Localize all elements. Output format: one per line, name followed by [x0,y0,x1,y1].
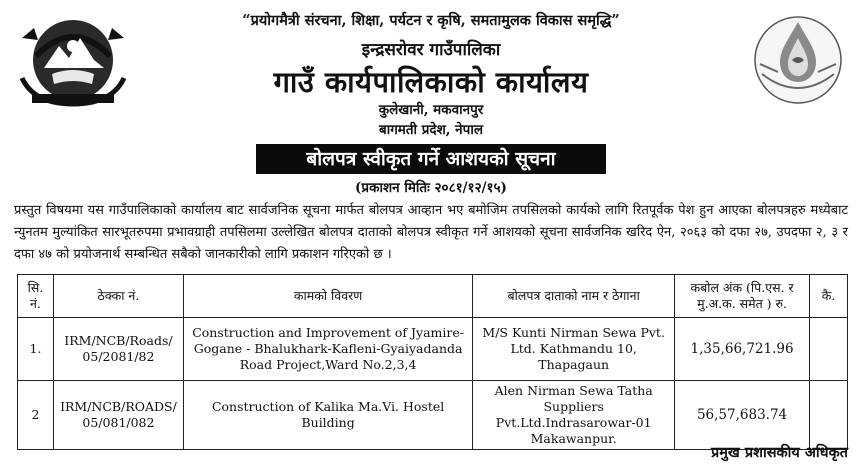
address-line-2: बागमती प्रदेश, नेपाल [378,122,483,138]
cell-work-description: Construction of Kalika Ma.Vi. Hostel Building [183,381,472,450]
cell-amount: 1,35,66,721.96 [675,318,810,381]
cell-bidder: Alen Nirman Sewa Tatha Suppliers Pvt.Ltd.Indrasarowar-01 Makawanpur. [473,381,675,450]
cell-work-description: Construction and Improvement of Jyamire-Gogane - Bhalukhark-Kafleni-Gyaiyadanda Road Project,Ward No.2,3,4 [183,318,472,381]
table-header-row [18,275,848,318]
cell-contract-no: IRM/NCB/ROADS/ 05/081/082 [53,381,183,450]
cell-contract-no: IRM/NCB/Roads/ 05/2081/82 [53,318,183,381]
header-remarks: कै. [810,275,848,318]
header-amount: कबोल अंक (पि.एस. र मु.अ.क. समेत ) रु. [675,275,810,318]
signoff: प्रमुख प्रशासकीय अधिकृत [711,444,848,461]
cell-remarks [810,318,848,381]
header-bidder: बोलपत्र दाताको नाम र ठेगाना [473,275,675,318]
table-row [18,381,848,450]
header-sn: सि. नं. [18,275,54,318]
cell-remarks [810,381,848,450]
table-row [18,318,848,381]
notice-body: प्रस्तुत विषयमा यस गाउँपालिकाको कार्यालय बाट सार्वजनिक सूचना मार्फत बोलपत्र आव्हान भए बमोजिम तपसिलको कार्यको लागि रितपूर्वक पेश हुन आएका बोलपत्रहरु मध्येबाट न्युनतम मुल्यांकित सारभूतरुपमा प्रभावग्राही तपसिलमा उल्लेखित बोलपत्र दाताको बोलपत्र स्वीकृत गर्ने आशयको सूचना सार्वजनिक खरिद ऐन, २०६३ को दफा २७, उपदफा २, ३ र दफा ४७ को प्रयोजनार्थ सम्बन्धित सबैको जानकारीको लागि प्रकाशन गरिएको छ । [14,203,848,262]
cell-sn: 2 [18,381,54,450]
tender-table [17,274,848,450]
municipality-name: इन्द्रसरोवर गाउँपालिका [361,40,501,60]
cell-amount: 56,57,683.74 [675,381,810,450]
header-contract-no: ठेक्का नं. [53,275,183,318]
address-line-1: कुलेखानी, मकवानपुर [378,102,484,118]
cell-bidder: M/S Kunti Nirman Sewa Pvt. Ltd. Kathmandu 10, Thapagaun [473,318,675,381]
cell-sn: 1. [18,318,54,381]
slogan: “प्रयोगमैत्री संरचना, शिक्षा, पर्यटन र कृषि, समतामुलक विकास समृद्धि” [242,12,620,29]
header-work-description: कामको विवरण [183,275,472,318]
office-name: गाउँ कार्यपालिकाको कार्यालय [273,65,589,99]
notice-title: बोलपत्र स्वीकृत गर्ने आशयको सूचना [256,144,606,174]
publication-date: (प्रकाशन मितिः २०८१/१२/१५) [355,180,507,196]
